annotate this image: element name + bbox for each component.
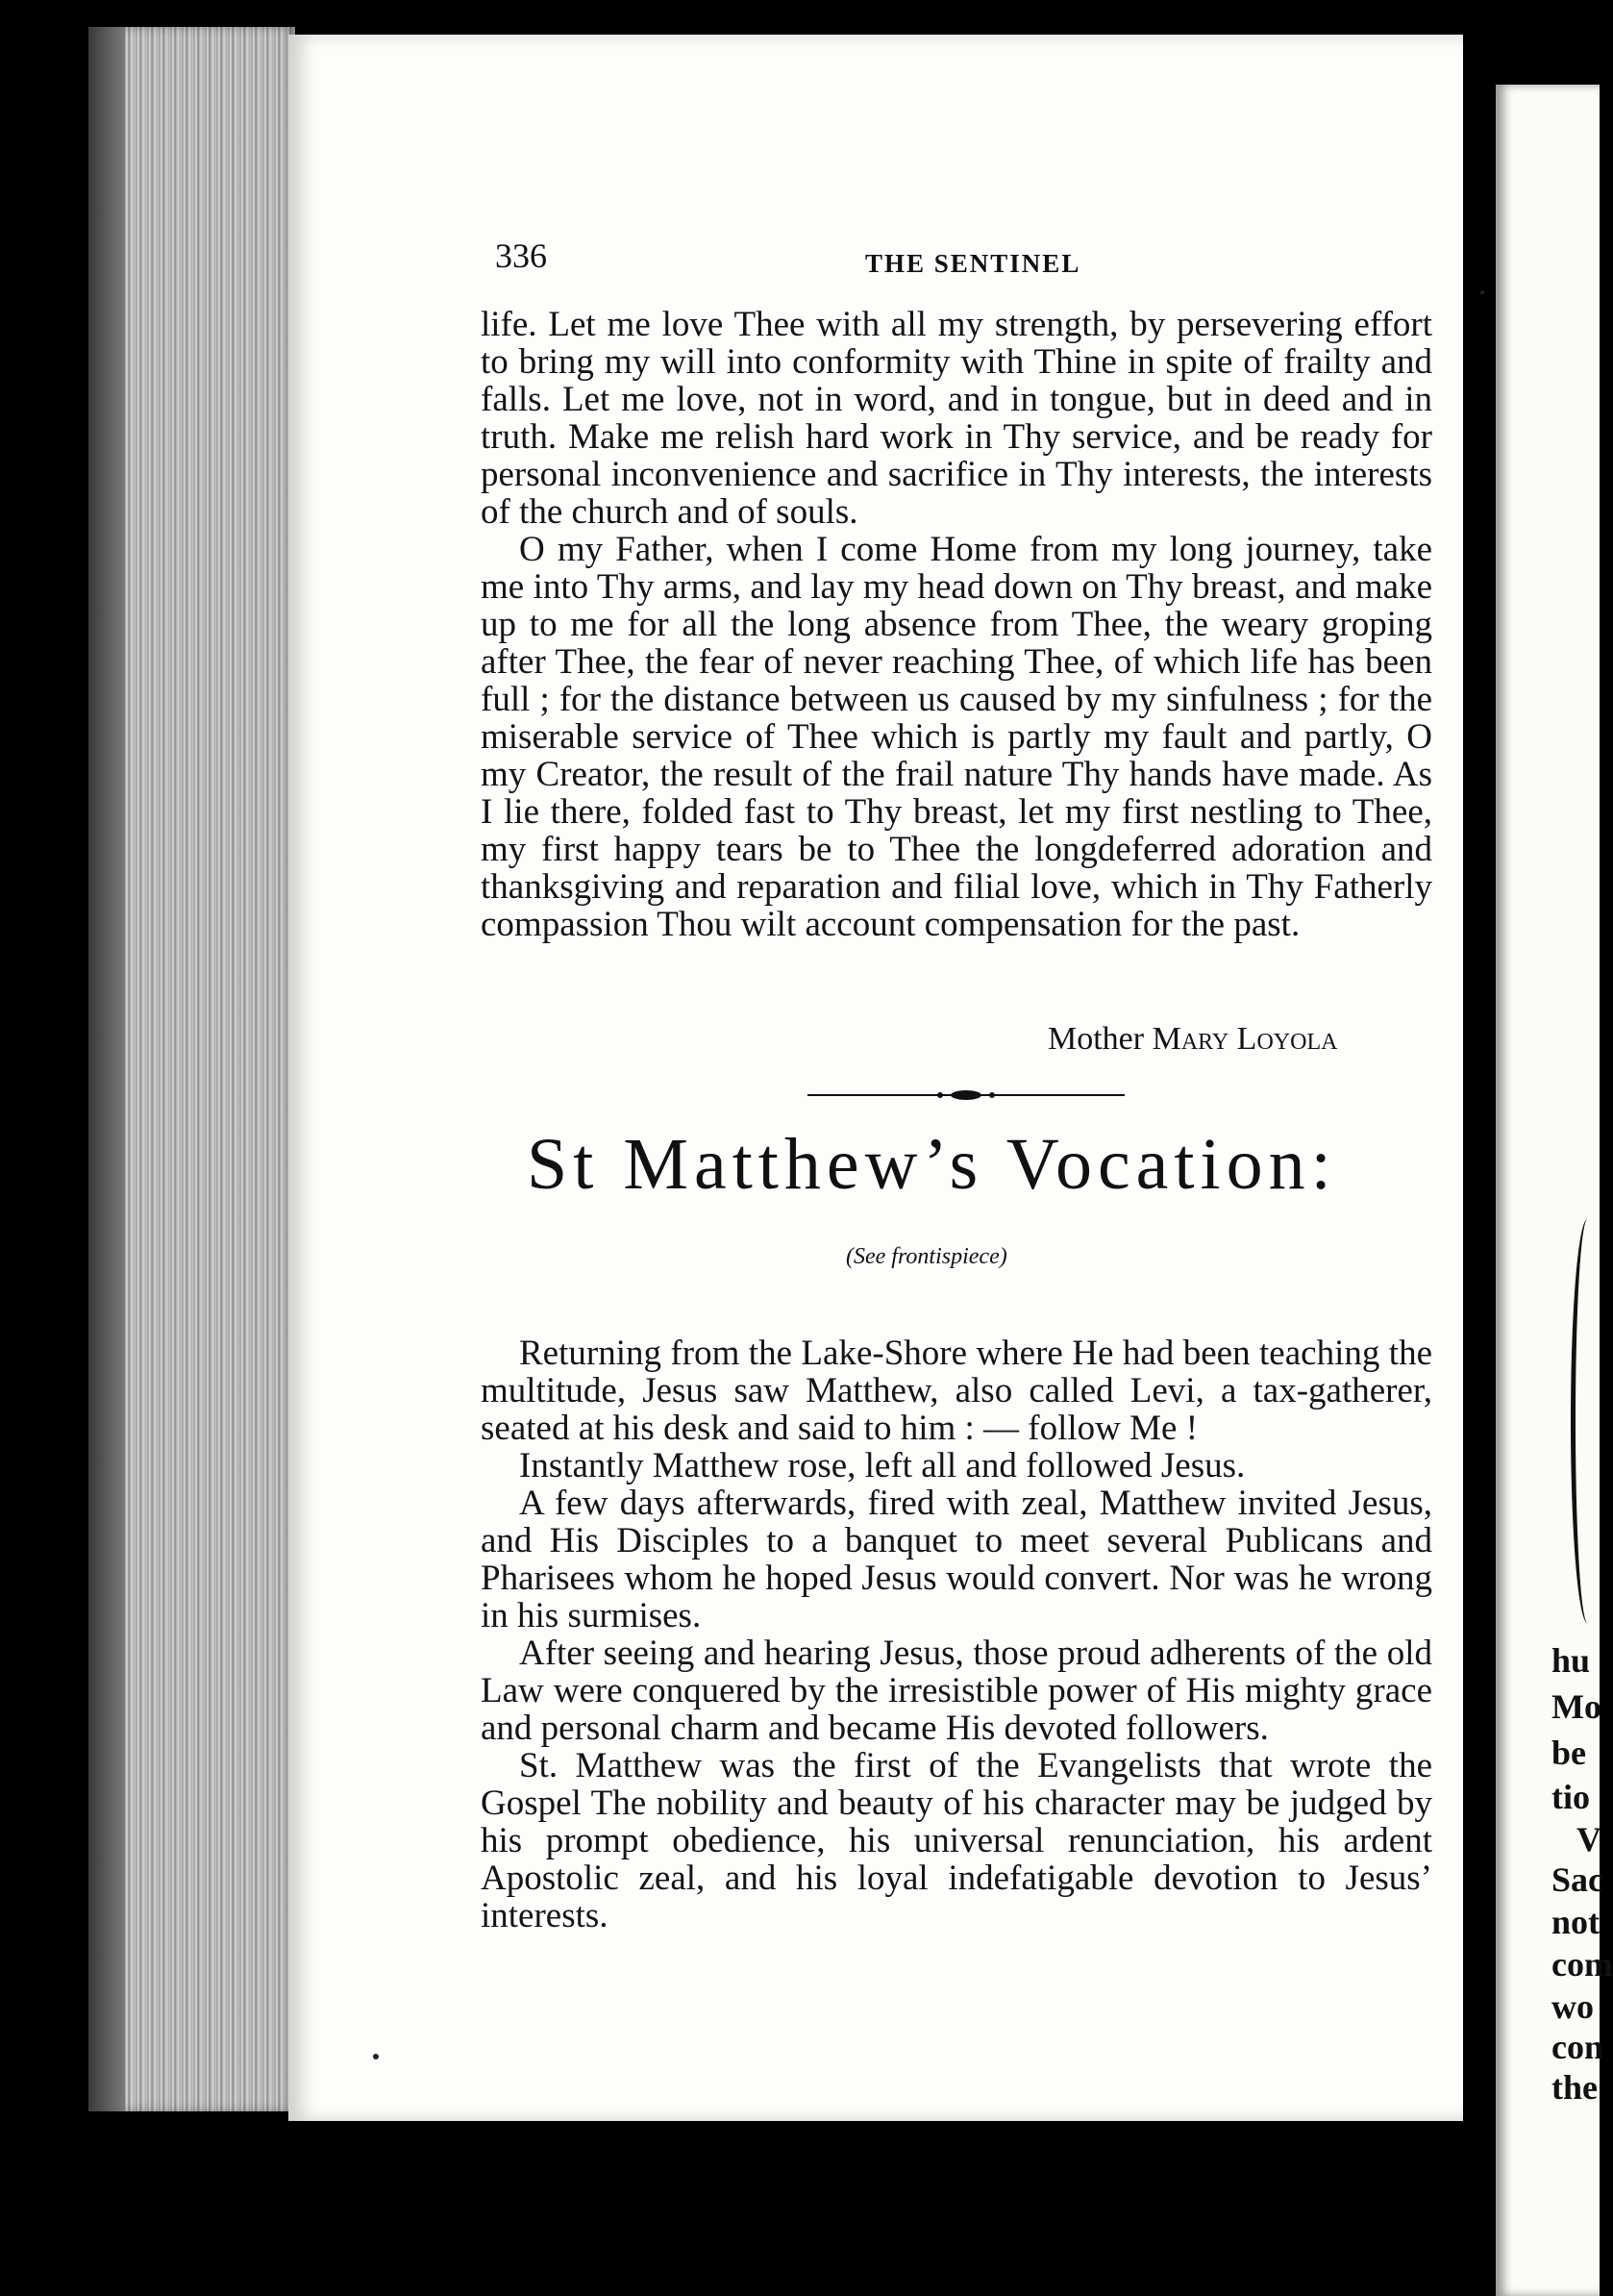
facing-fragment: not	[1551, 1903, 1601, 1941]
signature-prefix: Mother	[1048, 1021, 1145, 1057]
facing-fragment: be	[1551, 1734, 1586, 1772]
prayer-paragraph: life. Let me love Thee with all my strength, by persevering effort to bring my will into conformity with Thine in spite of frailty and falls. Let me love, not in word, and in tongue, but in deed and in truth. Make me relish hard work in Thy service, and be ready for personal inconvenience and sacrifice in Thy interests, the interests of the church and of souls.	[481, 305, 1432, 532]
facing-page-ornament	[1571, 1219, 1604, 1623]
facing-fragment: V	[1576, 1820, 1601, 1859]
binding-shadow	[88, 27, 125, 2111]
ink-speck	[373, 2054, 379, 2059]
facing-fragment: Sac	[1551, 1860, 1603, 1899]
prayer-paragraph: O my Father, when I come Home from my long journey, take me into Thy arms, and lay my head down on Thy breast, and make up to me for all the long absence from Thee, the weary groping after Thee, the fear of never reaching Thee, of which life has been full ; for the distance between us caused by my sinfulness ; for the miserable service of Thee which is partly my fault and partly, O my Creator, the result of the frail nature Thy hands have made. As I lie there, folded fast to Thy breast, let my first nestling to Thee, my first happy tears be to Thee the longdeferred adoration and thanksgiving and reparation and filial love, which in Thy Fatherly compassion Thou wilt account compensation for the past.	[481, 530, 1432, 944]
article-paragraph: Instantly Matthew rose, left all and followed Jesus.	[519, 1446, 1246, 1485]
page-number: 336	[495, 237, 547, 275]
facing-fragment: hu	[1551, 1641, 1591, 1680]
article-paragraph: Returning from the Lake-Shore where He had been teaching the multitude, Jesus saw Matthew, also called Levi, a tax-gatherer, seated at his desk and said to him : — follow Me !	[481, 1334, 1432, 1448]
running-head: THE SENTINEL	[865, 249, 1081, 278]
article-paragraph: A few days afterwards, fired with zeal, Matthew invited Jesus, and His Disciples to a banquet to meet several Publicans and Pharisees whom he hoped Jesus would convert. Nor was he wrong in his surmises.	[481, 1484, 1432, 1635]
prayer-text	[481, 306, 1432, 943]
article-title: St Matthew’s Vocation:	[527, 1124, 1337, 1205]
page-header	[495, 236, 1399, 284]
signature-name: Mary Loyola	[1152, 1021, 1338, 1057]
facing-fragment: the	[1551, 2068, 1598, 2107]
article-paragraph: St. Matthew was the first of the Evangelists that wrote the Gospel The nobility and beauty of his character may be judged by his prompt obedience, his universal renunciation, his ardent Apostolic zeal, and his loyal indefatigable devotion to Jesus’ interests.	[481, 1746, 1432, 1935]
frontispiece-note: (See frontispiece)	[846, 1244, 1007, 1269]
ornamental-divider	[807, 1088, 1125, 1102]
facing-page	[1496, 85, 1613, 2296]
ink-speck	[1480, 290, 1484, 294]
facing-fragment: Mo	[1551, 1687, 1601, 1726]
author-signature	[1048, 1021, 1337, 1058]
page-edge-stack	[88, 27, 295, 2111]
facing-fragment: tio	[1551, 1778, 1590, 1816]
facing-fragment: con	[1551, 2028, 1603, 2066]
article-paragraph: After seeing and hearing Jesus, those proud adherents of the old Law were conquered by the irresistible power of His mighty grace and personal charm and became His devoted followers.	[481, 1634, 1432, 1748]
facing-fragment: com	[1551, 1945, 1613, 1984]
article-text	[481, 1335, 1432, 1934]
facing-fragment: wo	[1551, 1987, 1594, 2026]
